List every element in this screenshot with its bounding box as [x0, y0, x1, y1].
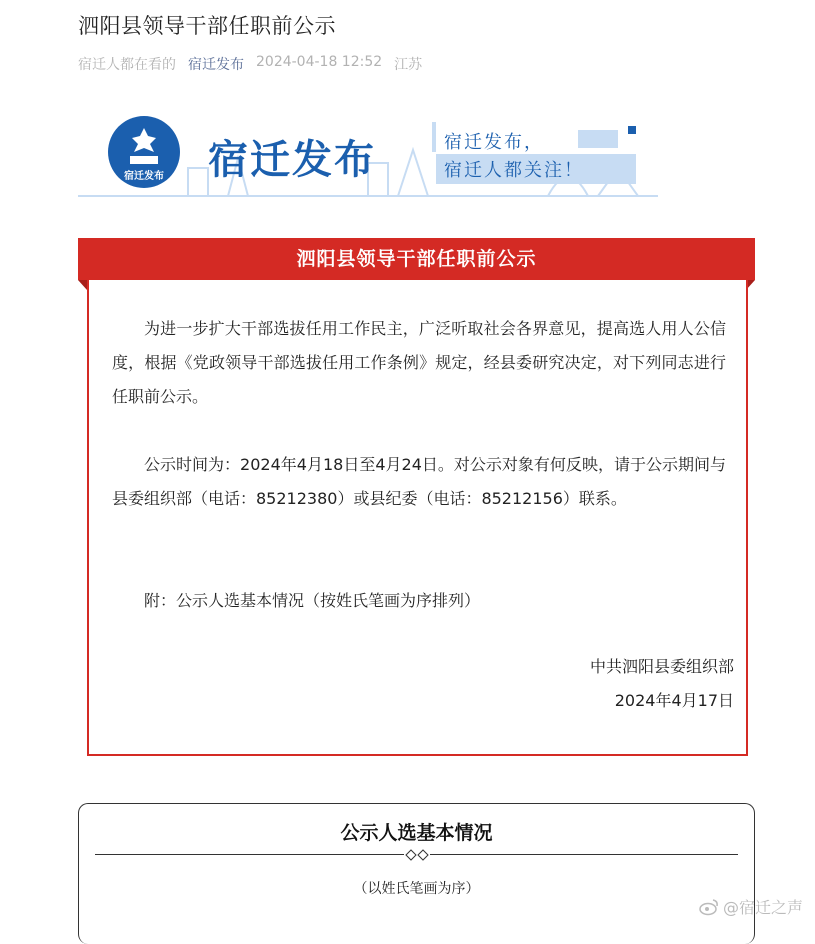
candidates-title: 公示人选基本情况: [340, 822, 493, 844]
notice-paragraph-1: 为进一步扩大干部选拔任用工作民主，广泛听取社会各界意见，提高选人用人公信度，根据《党政领导干部选拔任用工作条例》规定，经县委研究决定，对下列同志进行任职前公示。: [112, 319, 726, 406]
slogan-line-2: 宿迁人都关注！: [444, 160, 584, 181]
signature-org: 中共泗阳县委组织部: [589, 657, 734, 676]
account-link[interactable]: 宿迁发布: [188, 57, 244, 73]
weibo-icon: [699, 898, 719, 916]
brand-logo: [108, 116, 180, 188]
candidates-subtitle: （以姓氏笔画为序）: [353, 881, 480, 897]
publish-datetime: 2024-04-18 12:52: [256, 54, 383, 70]
notice-header: 泗阳县领导干部任职前公示: [78, 238, 755, 280]
page-title: 泗阳县领导干部任职前公示: [78, 14, 336, 38]
brand-banner: [78, 108, 658, 198]
watermark: [699, 895, 803, 918]
brand-name: 宿迁发布: [208, 137, 376, 183]
signature-date: 2024年4月17日: [614, 691, 734, 710]
slogan-box: [428, 118, 638, 188]
notice-paragraph-3: 附：公示人选基本情况（按姓氏笔画为序排列）: [144, 591, 481, 610]
article-meta: [78, 54, 422, 74]
diamond-ornament-icon: [404, 848, 430, 862]
logo-label: 宿迁发布: [124, 171, 164, 182]
ribbon-fold-left: [78, 280, 87, 290]
tower-icon: [126, 126, 162, 166]
notice-paragraph-2: 公示时间为：2024年4月18日至4月24日。对公示对象有何反映，请于公示期间与县委组织部（电话：85212380）或县纪委（电话：85212156）联系。: [112, 455, 726, 508]
watermark-text: @宿迁之声: [722, 898, 803, 917]
slogan-line-1: 宿迁发布，: [444, 132, 544, 153]
notice-panel: [78, 238, 755, 758]
candidates-card: [78, 803, 755, 944]
reading-tag: 宿迁人都在看的: [78, 57, 176, 73]
notice-body: [87, 280, 748, 756]
publish-location: 江苏: [394, 57, 423, 73]
